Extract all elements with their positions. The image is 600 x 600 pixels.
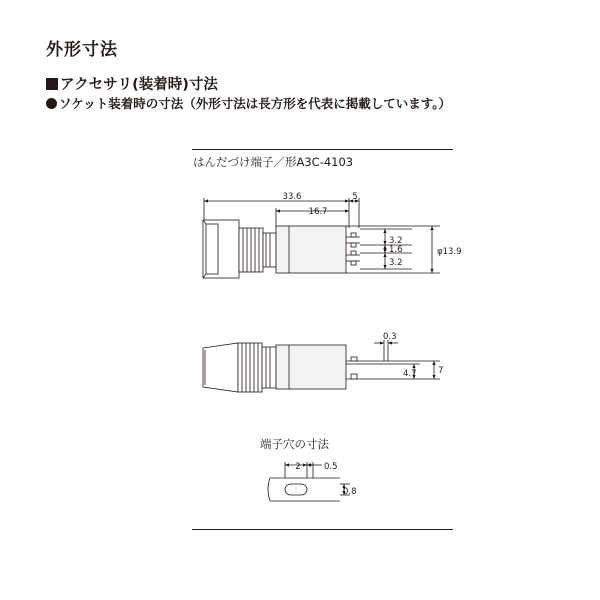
section-note-text: ソケット装着時の寸法（外形寸法は長方形を代表に掲載しています。） <box>59 96 452 111</box>
dim-body-length: 16.7 <box>308 207 328 217</box>
dim-terminal-length: 5 <box>352 192 358 202</box>
side-socket-body <box>276 345 346 389</box>
dim-pitch-2: 1.6 <box>389 245 403 255</box>
dim-hole-offset: 0.5 <box>324 462 338 472</box>
dim-thickness: 0.3 <box>383 332 397 342</box>
dim-hole-height: 0.8 <box>343 487 357 497</box>
page-title: 外形寸法 <box>46 40 118 60</box>
terminal-hole-title: 端子穴の寸法 <box>260 437 329 451</box>
dim-pitch-3: 3.2 <box>389 258 403 268</box>
side-view <box>203 340 440 392</box>
dim-height-inner: 4.7 <box>403 369 417 379</box>
dim-diameter: φ13.9 <box>437 247 462 257</box>
terminal-hole-slot <box>285 484 307 495</box>
dim-total-length: 33.6 <box>282 192 302 202</box>
terminal-hole-diagram <box>268 462 350 501</box>
dim-pitch-1: 3.2 <box>389 236 403 246</box>
socket-body <box>276 226 346 273</box>
section-heading-text: アクセサリ(装着時)寸法 <box>60 77 218 93</box>
dim-hole-width: 2 <box>295 462 301 472</box>
side-cap <box>203 343 238 392</box>
drawing-caption: はんだづけ端子／形A3C-4103 <box>193 155 354 169</box>
dim-height-outer: 7 <box>438 366 444 376</box>
